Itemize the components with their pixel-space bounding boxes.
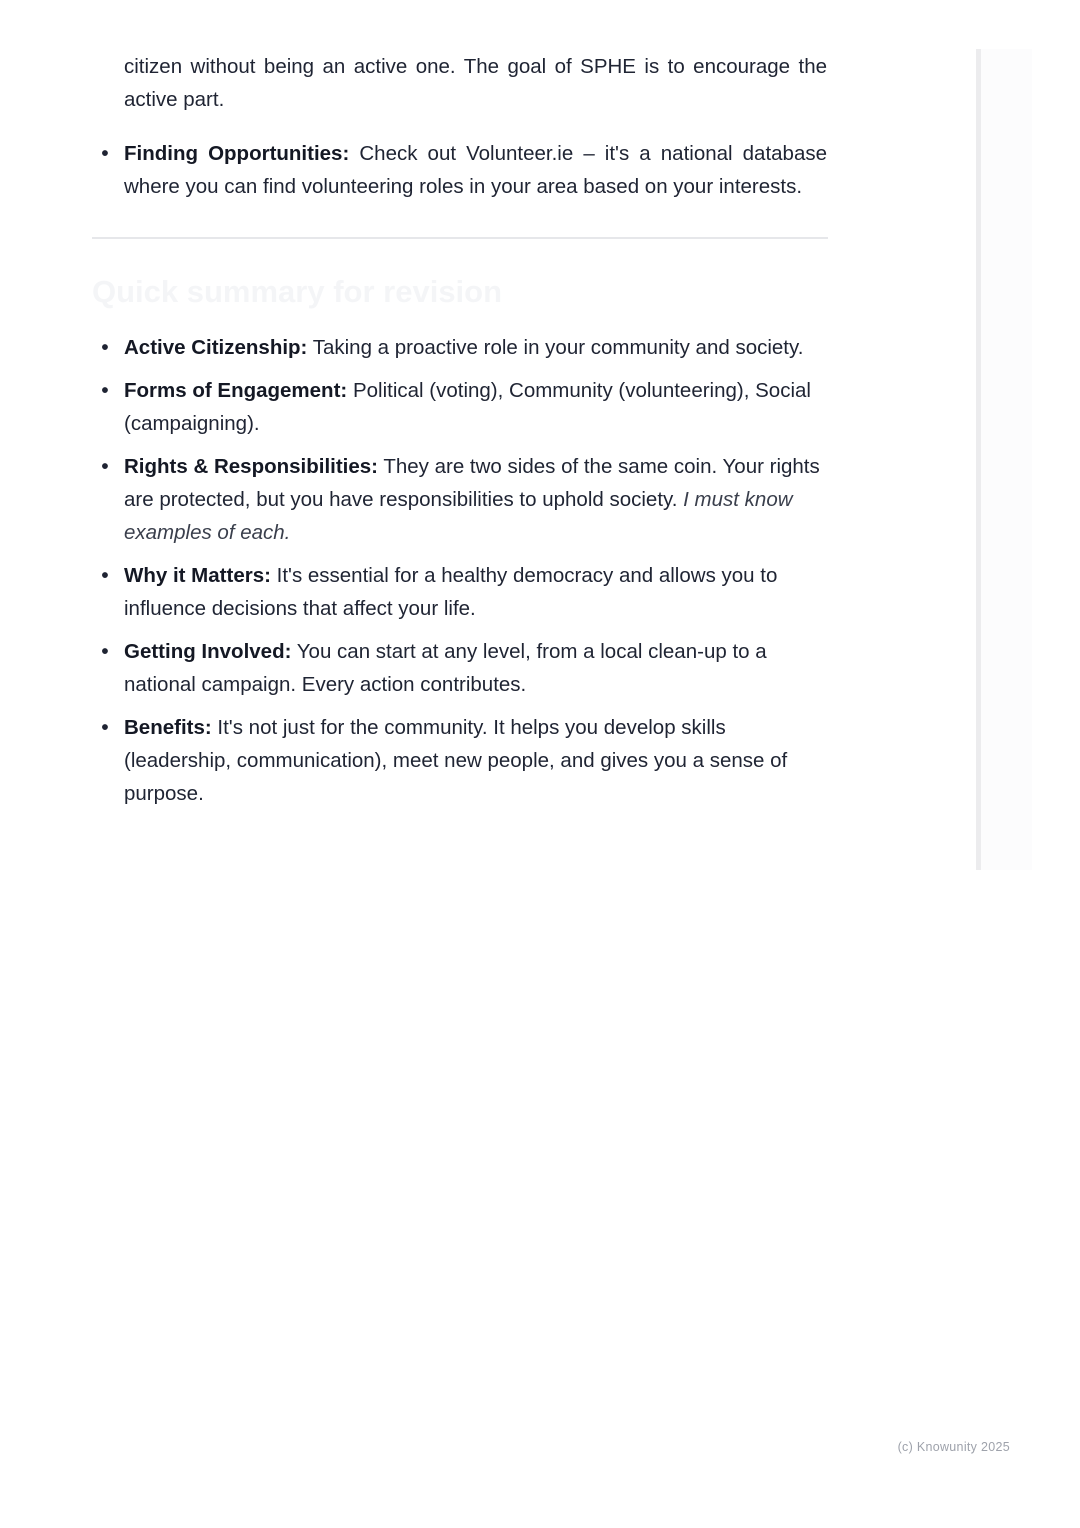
section-divider	[92, 237, 828, 239]
intro-continuation: citizen without being an active one. The goal of SPHE is to encourage the active part.	[124, 55, 827, 111]
bullet-icon: •	[101, 455, 109, 478]
list-item	[92, 559, 827, 625]
list-item-text: It's not just for the community. It helps you develop skills (leadership, communication), meet new people, and gives you a sense of purpose.	[124, 716, 788, 805]
list-item-label: Rights & Responsibilities:	[124, 455, 378, 478]
summary-list	[92, 331, 827, 810]
list-item-italic-note: I must know examples of each.	[124, 488, 793, 544]
list-item-label: Active Citizenship:	[124, 336, 308, 359]
document-content	[92, 50, 827, 820]
list-item-text: It's essential for a healthy democracy and allows you to influence decisions that affect your life.	[124, 564, 778, 620]
bullet-icon: •	[101, 379, 109, 402]
list-item-text: Check out Volunteer.ie – it's a national database where you can find volunteering roles in your area based on your interests.	[124, 142, 828, 198]
bullet-icon: •	[101, 564, 109, 587]
list-item	[92, 331, 827, 364]
list-item	[92, 374, 827, 440]
finding-list	[92, 137, 827, 203]
list-item	[92, 450, 827, 549]
list-item-text: You can start at any level, from a local clean-up to a national campaign. Every action contributes.	[124, 640, 767, 696]
list-item	[92, 137, 827, 203]
side-panel	[976, 49, 1032, 870]
list-item-label: Finding Opportunities:	[124, 142, 350, 165]
bullet-icon: •	[101, 142, 109, 165]
list-item	[92, 635, 827, 701]
list-item-text: Political (voting), Community (volunteering), Social (campaigning).	[124, 379, 811, 435]
list-item-label: Getting Involved:	[124, 640, 292, 663]
list-item-text: Taking a proactive role in your community and society.	[307, 336, 804, 359]
bullet-icon: •	[101, 716, 109, 739]
side-panel-border	[976, 49, 981, 870]
bullet-icon: •	[101, 336, 109, 359]
section-title: Quick summary for revision	[92, 274, 503, 309]
list-item-label: Benefits:	[124, 716, 212, 739]
list-item	[92, 711, 827, 810]
copyright-footer: (c) Knowunity 2025	[897, 1440, 1010, 1454]
list-item-label: Why it Matters:	[124, 564, 271, 587]
bullet-icon: •	[101, 640, 109, 663]
list-item-text: They are two sides of the same coin. Your rights are protected, but you have responsibilities to uphold society.	[124, 455, 820, 511]
list-item-label: Forms of Engagement:	[124, 379, 348, 402]
